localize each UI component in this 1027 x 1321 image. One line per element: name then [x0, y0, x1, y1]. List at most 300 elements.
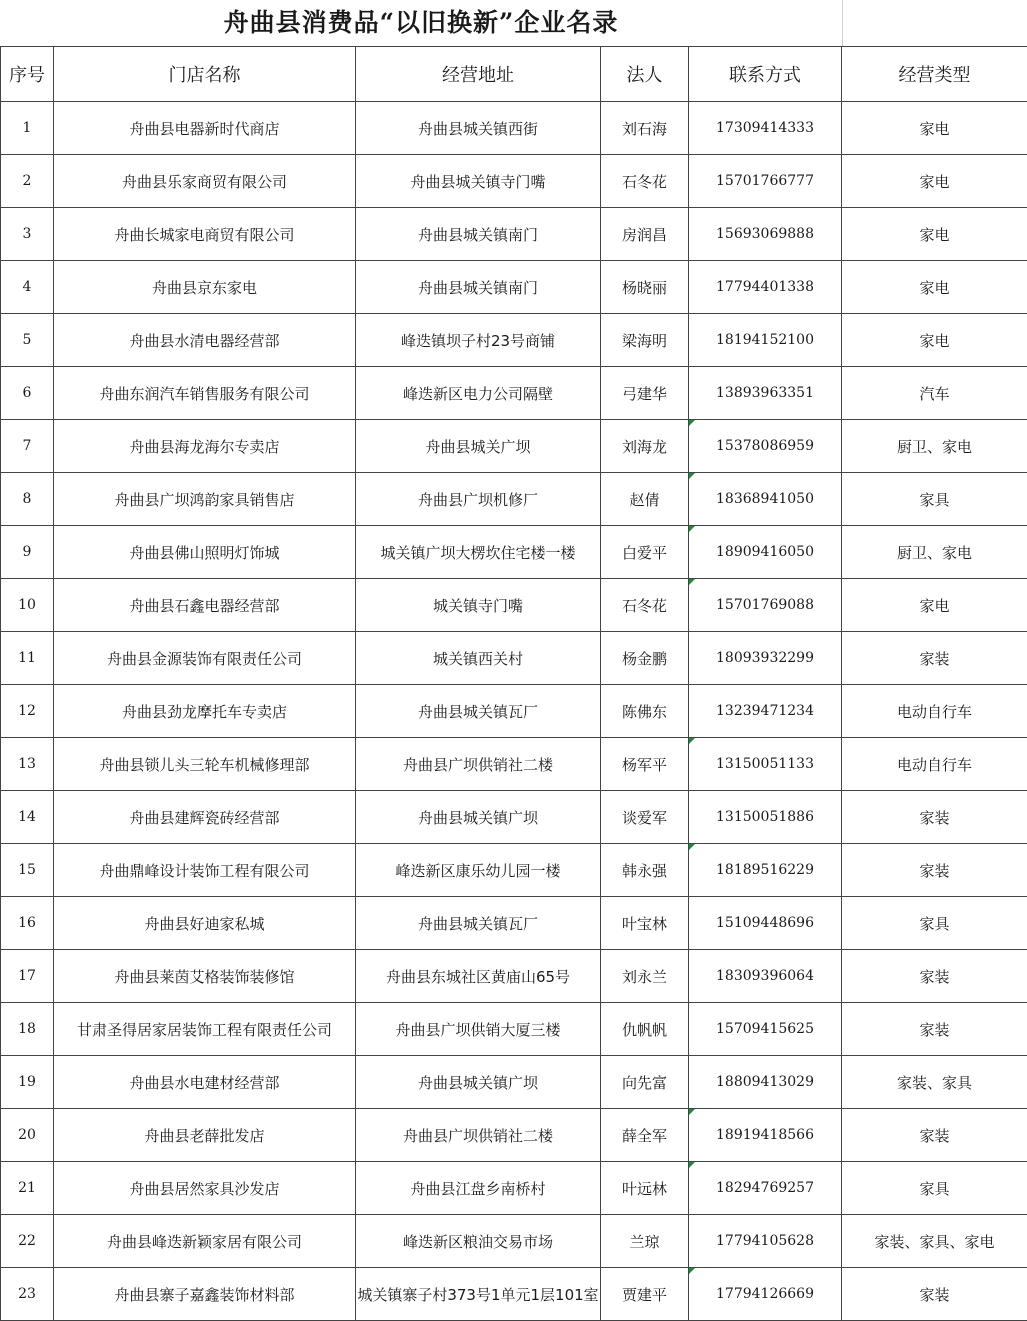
- row-address-text: 峰迭新区康乐幼儿园一楼: [395, 861, 561, 880]
- row-address-text: 舟曲县东城社区黄庙山65号: [385, 967, 571, 986]
- row-legal-person-text: 石冬花: [621, 172, 667, 191]
- row-legal-person: [601, 950, 689, 1003]
- row-address: [356, 1109, 601, 1162]
- row-store-name: [54, 1215, 356, 1268]
- row-no: [1, 1056, 54, 1109]
- row-store-name: [54, 1162, 356, 1215]
- row-store-name: [54, 526, 356, 579]
- row-address: [356, 473, 601, 526]
- title-row: [0, 0, 1027, 47]
- header-store-name: 门店名称: [54, 47, 356, 102]
- row-legal-person: [601, 155, 689, 208]
- row-no-text: 1: [22, 120, 32, 136]
- row-store-name: [54, 685, 356, 738]
- row-legal-person-text: 弓建华: [621, 384, 667, 403]
- row-phone: [689, 791, 842, 844]
- row-phone: [689, 208, 842, 261]
- row-legal-person-text: 贾建平: [621, 1285, 667, 1304]
- row-business-type-text: 电动自行车: [896, 755, 972, 774]
- row-store-name: [54, 844, 356, 897]
- row-address-text: 舟曲县广坝供销社二楼: [402, 1126, 553, 1145]
- row-business-type-text: 家电: [919, 172, 950, 191]
- row-no-text: 15: [18, 862, 36, 878]
- row-address: [356, 420, 601, 473]
- row-legal-person: [601, 1162, 689, 1215]
- row-address: [356, 791, 601, 844]
- row-legal-person-text: 杨军平: [621, 755, 667, 774]
- table-row: [1, 844, 1027, 897]
- row-no: [1, 1162, 54, 1215]
- row-business-type-text: 家电: [919, 278, 950, 297]
- row-legal-person: [601, 579, 689, 632]
- row-phone-text: 15693069888: [716, 226, 814, 242]
- cell-comment-marker-icon: [689, 473, 695, 479]
- row-phone-text: 17794105628: [716, 1233, 814, 1249]
- table-row: [1, 791, 1027, 844]
- row-legal-person-text: 薛全军: [621, 1126, 667, 1145]
- row-business-type: [842, 473, 1027, 526]
- row-store-name: [54, 1056, 356, 1109]
- row-address-text: 舟曲县城关镇南门: [417, 278, 538, 297]
- row-address: [356, 367, 601, 420]
- row-address: [356, 632, 601, 685]
- row-legal-person-text: 仇帆帆: [621, 1020, 667, 1039]
- row-address: [356, 1056, 601, 1109]
- row-no: [1, 844, 54, 897]
- row-business-type: [842, 1003, 1027, 1056]
- cell-comment-marker-icon: [689, 738, 695, 744]
- row-legal-person: [601, 632, 689, 685]
- row-no: [1, 1215, 54, 1268]
- row-no-text: 5: [22, 332, 32, 348]
- row-phone: [689, 420, 842, 473]
- table-row: [1, 1056, 1027, 1109]
- row-no-text: 13: [18, 756, 36, 772]
- cell-comment-marker-icon: [689, 1109, 695, 1115]
- row-store-name-text: 舟曲鼎峰设计装饰工程有限公司: [99, 861, 310, 880]
- row-no: [1, 738, 54, 791]
- row-store-name-text: 舟曲县电器新时代商店: [129, 119, 280, 138]
- row-store-name-text: 舟曲县金源装饰有限责任公司: [106, 649, 302, 668]
- row-no: [1, 791, 54, 844]
- table-row: [1, 1109, 1027, 1162]
- table-row: [1, 897, 1027, 950]
- row-no: [1, 261, 54, 314]
- row-legal-person-text: 刘永兰: [621, 967, 667, 986]
- row-address: [356, 685, 601, 738]
- row-phone: [689, 844, 842, 897]
- row-business-type-text: 家装: [919, 808, 950, 827]
- row-address: [356, 1268, 601, 1321]
- row-address-text: 峰迭新区电力公司隔壁: [402, 384, 553, 403]
- row-no: [1, 579, 54, 632]
- row-legal-person-text: 谈爱军: [621, 808, 667, 827]
- row-no-text: 21: [18, 1180, 36, 1196]
- row-phone-text: 18909416050: [716, 544, 814, 560]
- row-phone-text: 18309396064: [716, 968, 814, 984]
- row-store-name: [54, 1268, 356, 1321]
- row-store-name: [54, 314, 356, 367]
- row-store-name-text: 舟曲县寨子嘉鑫装饰材料部: [114, 1285, 295, 1304]
- row-no: [1, 1003, 54, 1056]
- row-address-text: 城关镇广坝大楞坎住宅楼一楼: [380, 543, 576, 562]
- row-store-name: [54, 950, 356, 1003]
- row-phone-text: 13893963351: [716, 385, 814, 401]
- row-store-name: [54, 897, 356, 950]
- cell-comment-marker-icon: [689, 1162, 695, 1168]
- row-phone: [689, 579, 842, 632]
- row-business-type: [842, 738, 1027, 791]
- row-store-name: [54, 473, 356, 526]
- row-phone-text: 18919418566: [716, 1127, 814, 1143]
- row-address: [356, 1215, 601, 1268]
- row-address-text: 舟曲县城关镇西街: [417, 119, 538, 138]
- row-store-name: [54, 261, 356, 314]
- row-no-text: 7: [22, 438, 32, 454]
- row-phone: [689, 1268, 842, 1321]
- row-address-text: 舟曲县城关镇南门: [417, 225, 538, 244]
- row-business-type: [842, 791, 1027, 844]
- row-business-type-text: 家装: [919, 861, 950, 880]
- row-business-type-text: 家电: [919, 119, 950, 138]
- row-phone-text: 18368941050: [716, 491, 814, 507]
- row-legal-person: [601, 1215, 689, 1268]
- row-business-type: [842, 314, 1027, 367]
- header-row: [1, 47, 1027, 102]
- header-business-type: 经营类型: [842, 47, 1027, 102]
- row-address: [356, 208, 601, 261]
- row-business-type: [842, 102, 1027, 155]
- cell-divider: [842, 0, 843, 46]
- table-row: [1, 1215, 1027, 1268]
- row-legal-person: [601, 897, 689, 950]
- row-phone-text: 17794126669: [716, 1286, 814, 1302]
- row-address: [356, 1162, 601, 1215]
- row-address: [356, 844, 601, 897]
- row-business-type: [842, 420, 1027, 473]
- row-store-name-text: 舟曲县峰迭新颖家居有限公司: [106, 1232, 302, 1251]
- cell-comment-marker-icon: [689, 526, 695, 532]
- row-phone: [689, 473, 842, 526]
- row-no: [1, 420, 54, 473]
- row-phone: [689, 950, 842, 1003]
- row-phone: [689, 1215, 842, 1268]
- row-store-name-text: 舟曲县水电建材经营部: [129, 1073, 280, 1092]
- row-phone-text: 15109448696: [716, 915, 814, 931]
- row-no: [1, 155, 54, 208]
- row-phone-text: 13150051886: [716, 809, 814, 825]
- row-store-name-text: 舟曲县劲龙摩托车专卖店: [121, 702, 287, 721]
- row-legal-person-text: 韩永强: [621, 861, 667, 880]
- row-legal-person-text: 石冬花: [621, 596, 667, 615]
- row-store-name: [54, 632, 356, 685]
- row-legal-person: [601, 738, 689, 791]
- row-business-type-text: 家电: [919, 331, 950, 350]
- row-address-text: 舟曲县城关镇广坝: [417, 808, 538, 827]
- row-business-type-text: 家具: [919, 1179, 950, 1198]
- row-no: [1, 102, 54, 155]
- table-row: [1, 526, 1027, 579]
- row-business-type-text: 家具: [919, 914, 950, 933]
- row-store-name: [54, 155, 356, 208]
- row-address-text: 峰迭新区粮油交易市场: [402, 1232, 553, 1251]
- row-phone: [689, 1003, 842, 1056]
- row-address-text: 城关镇寨子村373号1单元1层101室: [357, 1285, 599, 1304]
- row-business-type-text: 厨卫、家电: [896, 437, 972, 456]
- row-no-text: 11: [18, 650, 36, 666]
- row-phone: [689, 261, 842, 314]
- row-business-type: [842, 1056, 1027, 1109]
- row-store-name-text: 舟曲县广坝鸿韵家具销售店: [114, 490, 295, 509]
- row-business-type-text: 家装: [919, 967, 950, 986]
- row-no-text: 22: [18, 1233, 36, 1249]
- row-legal-person: [601, 102, 689, 155]
- row-business-type: [842, 685, 1027, 738]
- row-business-type: [842, 844, 1027, 897]
- row-no-text: 19: [18, 1074, 36, 1090]
- row-address-text: 舟曲县广坝供销社二楼: [402, 755, 553, 774]
- row-legal-person-text: 刘石海: [621, 119, 667, 138]
- row-address-text: 舟曲县城关镇广坝: [417, 1073, 538, 1092]
- row-phone-text: 15701769088: [716, 597, 814, 613]
- header-address: 经营地址: [356, 47, 601, 102]
- page-title: 舟曲县消费品“以旧换新”企业名录: [223, 8, 619, 37]
- row-business-type-text: 汽车: [919, 384, 950, 403]
- row-legal-person: [601, 420, 689, 473]
- row-legal-person: [601, 844, 689, 897]
- row-phone-text: 18194152100: [716, 332, 814, 348]
- row-no: [1, 208, 54, 261]
- row-phone: [689, 738, 842, 791]
- row-store-name: [54, 367, 356, 420]
- row-address-text: 舟曲县城关广坝: [425, 437, 531, 456]
- row-no: [1, 473, 54, 526]
- row-store-name: [54, 738, 356, 791]
- row-address-text: 城关镇寺门嘴: [432, 596, 523, 615]
- row-store-name-text: 舟曲县京东家电: [151, 278, 257, 297]
- table-row: [1, 685, 1027, 738]
- cell-comment-marker-icon: [689, 579, 695, 585]
- row-legal-person: [601, 685, 689, 738]
- row-phone: [689, 897, 842, 950]
- row-store-name-text: 舟曲县好迪家私城: [144, 914, 265, 933]
- row-store-name-text: 舟曲县水清电器经营部: [129, 331, 280, 350]
- row-business-type-text: 家电: [919, 596, 950, 615]
- row-no-text: 12: [18, 703, 36, 719]
- row-legal-person: [601, 473, 689, 526]
- row-address: [356, 526, 601, 579]
- row-business-type: [842, 155, 1027, 208]
- row-business-type: [842, 579, 1027, 632]
- row-legal-person-text: 叶远林: [621, 1179, 667, 1198]
- row-phone: [689, 155, 842, 208]
- row-phone-text: 17309414333: [716, 120, 814, 136]
- table-row: [1, 1162, 1027, 1215]
- row-address: [356, 261, 601, 314]
- row-legal-person: [601, 314, 689, 367]
- row-store-name-text: 舟曲东润汽车销售服务有限公司: [99, 384, 310, 403]
- row-no: [1, 1109, 54, 1162]
- table-row: [1, 632, 1027, 685]
- row-legal-person: [601, 1056, 689, 1109]
- row-address-text: 峰迭镇坝子村23号商铺: [400, 331, 556, 350]
- row-phone: [689, 526, 842, 579]
- row-phone-text: 18294769257: [716, 1180, 814, 1196]
- header-legal-person: 法人: [601, 47, 689, 102]
- row-legal-person: [601, 526, 689, 579]
- row-no: [1, 526, 54, 579]
- row-phone-text: 18189516229: [716, 862, 814, 878]
- row-legal-person: [601, 1109, 689, 1162]
- row-business-type-text: 家电: [919, 225, 950, 244]
- row-business-type-text: 家装: [919, 1285, 950, 1304]
- cell-comment-marker-icon: [689, 1268, 695, 1274]
- cell-comment-marker-icon: [689, 420, 695, 426]
- row-phone-text: 17794401338: [716, 279, 814, 295]
- row-legal-person-text: 向先富: [621, 1073, 667, 1092]
- row-phone: [689, 685, 842, 738]
- row-business-type-text: 电动自行车: [896, 702, 972, 721]
- row-legal-person-text: 梁海明: [621, 331, 667, 350]
- row-store-name-text: 甘肃圣得居家居装饰工程有限责任公司: [76, 1020, 332, 1039]
- row-store-name: [54, 791, 356, 844]
- row-store-name: [54, 420, 356, 473]
- row-phone-text: 13239471234: [716, 703, 814, 719]
- row-no-text: 8: [22, 491, 32, 507]
- row-address-text: 舟曲县江盘乡南桥村: [410, 1179, 546, 1198]
- row-no: [1, 950, 54, 1003]
- row-no-text: 9: [22, 544, 32, 560]
- row-business-type-text: 厨卫、家电: [896, 543, 972, 562]
- row-no-text: 23: [18, 1286, 36, 1302]
- row-business-type: [842, 208, 1027, 261]
- row-phone: [689, 1109, 842, 1162]
- row-business-type: [842, 1162, 1027, 1215]
- table-row: [1, 579, 1027, 632]
- row-no-text: 16: [18, 915, 36, 931]
- row-business-type: [842, 1268, 1027, 1321]
- row-store-name-text: 舟曲县乐家商贸有限公司: [121, 172, 287, 191]
- row-no-text: 18: [18, 1021, 36, 1037]
- row-store-name-text: 舟曲县海龙海尔专卖店: [129, 437, 280, 456]
- row-legal-person: [601, 261, 689, 314]
- row-legal-person: [601, 208, 689, 261]
- table-body: [1, 102, 1027, 1321]
- row-store-name-text: 舟曲县佛山照明灯饰城: [129, 543, 280, 562]
- table-row: [1, 261, 1027, 314]
- row-address: [356, 155, 601, 208]
- row-legal-person: [601, 1003, 689, 1056]
- row-no: [1, 632, 54, 685]
- row-phone-text: 15378086959: [716, 438, 814, 454]
- row-address: [356, 950, 601, 1003]
- row-phone-text: 18093932299: [716, 650, 814, 666]
- row-no-text: 3: [22, 226, 32, 242]
- row-phone: [689, 1056, 842, 1109]
- row-address: [356, 102, 601, 155]
- row-legal-person-text: 杨晓丽: [621, 278, 667, 297]
- row-phone: [689, 632, 842, 685]
- row-business-type-text: 家装、家具、家电: [874, 1232, 995, 1251]
- row-phone: [689, 314, 842, 367]
- row-address: [356, 1003, 601, 1056]
- row-business-type-text: 家具: [919, 490, 950, 509]
- table-row: [1, 208, 1027, 261]
- row-store-name: [54, 579, 356, 632]
- row-address: [356, 579, 601, 632]
- row-business-type: [842, 1215, 1027, 1268]
- row-address: [356, 738, 601, 791]
- row-no: [1, 685, 54, 738]
- row-address-text: 舟曲县城关镇寺门嘴: [410, 172, 546, 191]
- cell-comment-marker-icon: [689, 844, 695, 850]
- row-address: [356, 897, 601, 950]
- table-row: [1, 473, 1027, 526]
- row-phone: [689, 367, 842, 420]
- row-no-text: 4: [22, 279, 32, 295]
- table-row: [1, 738, 1027, 791]
- row-legal-person: [601, 367, 689, 420]
- row-phone-text: 15709415625: [716, 1021, 814, 1037]
- row-business-type: [842, 950, 1027, 1003]
- row-business-type-text: 家装: [919, 1126, 950, 1145]
- row-store-name-text: 舟曲县老薛批发店: [144, 1126, 265, 1145]
- row-business-type-text: 家装、家具: [896, 1073, 972, 1092]
- row-legal-person-text: 叶宝林: [621, 914, 667, 933]
- row-legal-person-text: 杨金鹏: [621, 649, 667, 668]
- row-store-name-text: 舟曲县锁儿头三轮车机械修理部: [99, 755, 310, 774]
- row-store-name-text: 舟曲县居然家具沙发店: [129, 1179, 280, 1198]
- table-row: [1, 155, 1027, 208]
- row-business-type: [842, 1109, 1027, 1162]
- table-row: [1, 420, 1027, 473]
- table-row: [1, 102, 1027, 155]
- row-business-type: [842, 632, 1027, 685]
- row-legal-person-text: 刘海龙: [621, 437, 667, 456]
- row-phone-text: 18809413029: [716, 1074, 814, 1090]
- enterprise-table: [0, 46, 1027, 1321]
- table-row: [1, 1003, 1027, 1056]
- row-legal-person: [601, 791, 689, 844]
- row-store-name: [54, 1109, 356, 1162]
- row-business-type: [842, 897, 1027, 950]
- row-legal-person-text: 赵倩: [629, 490, 660, 509]
- row-store-name-text: 舟曲县建辉瓷砖经营部: [129, 808, 280, 827]
- row-store-name-text: 舟曲县莱茵艾格装饰装修馆: [114, 967, 295, 986]
- table-row: [1, 314, 1027, 367]
- row-address-text: 舟曲县广坝供销大厦三楼: [395, 1020, 561, 1039]
- row-address-text: 城关镇西关村: [432, 649, 523, 668]
- row-legal-person-text: 白爱平: [621, 543, 667, 562]
- row-no: [1, 367, 54, 420]
- row-store-name-text: 舟曲县石鑫电器经营部: [129, 596, 280, 615]
- row-no-text: 17: [18, 968, 36, 984]
- row-phone-text: 15701766777: [716, 173, 814, 189]
- row-no-text: 10: [18, 597, 36, 613]
- row-no-text: 20: [18, 1127, 36, 1143]
- row-legal-person-text: 房润昌: [621, 225, 667, 244]
- header-contact: 联系方式: [689, 47, 842, 102]
- row-store-name-text: 舟曲长城家电商贸有限公司: [114, 225, 295, 244]
- table-row: [1, 367, 1027, 420]
- table-row: [1, 950, 1027, 1003]
- row-no: [1, 314, 54, 367]
- row-address-text: 舟曲县广坝机修厂: [417, 490, 538, 509]
- row-address-text: 舟曲县城关镇瓦厂: [417, 914, 538, 933]
- row-phone: [689, 102, 842, 155]
- row-business-type: [842, 367, 1027, 420]
- row-address-text: 舟曲县城关镇瓦厂: [417, 702, 538, 721]
